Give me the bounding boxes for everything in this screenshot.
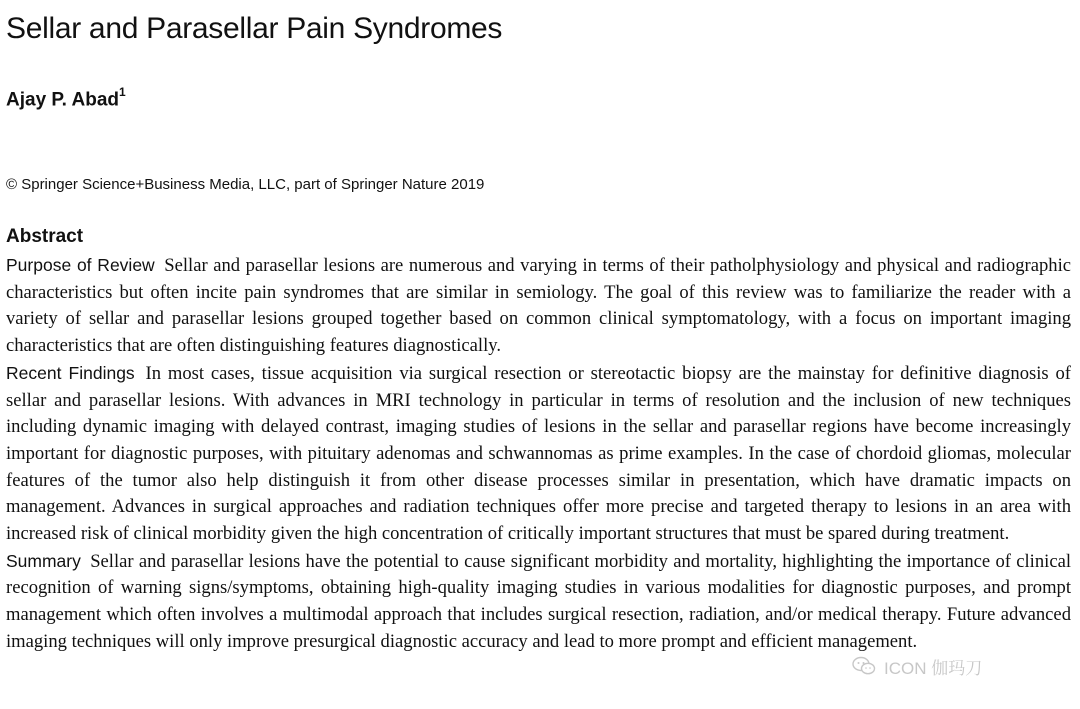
section-text-findings: In most cases, tissue acquisition via surgical resection or stereotactic biopsy are the mainstay for definitive diagnosis of sellar and parasellar lesions. With advances in MRI technology in particular in terms of resolution and the inclusion of new techniques including dynamic imaging with delayed contrast, imaging studies of lesions in the sellar and parasellar regions have become increasingly important for diagnostic purposes, with pituitary adenomas and schwannomas as prime examples. In the case of chordoid gliomas, molecular features of the tumor also help distinguish it from other disease processes similar in presentation, which have dramatic impacts on management. Advances in surgical approaches and radiation techniques offer more precise and targeted therapy to lesions in an area with increased risk of clinical morbidity given the high concentration of critically important structures that must be spared during treatment. [6, 362, 1071, 545]
abstract-heading: Abstract [6, 226, 84, 247]
paper-title: Sellar and Parasellar Pain Syndromes [6, 12, 503, 45]
author-name: Ajay P. Abad [6, 89, 119, 111]
section-label-findings: Recent Findings [6, 362, 135, 383]
wechat-icon [852, 656, 876, 676]
section-label-purpose: Purpose of Review [6, 255, 155, 275]
affiliation-marker: 1 [119, 85, 126, 99]
section-text-purpose: Sellar and parasellar lesions are numerous and varying in terms of their patholphysiology and physical and radiographic characteristics but often incite pain syndromes that are similar in semiology. The goal of this review was to familiarize the reader with a variety of sellar and parasellar lesions grouped together based on common clinical symptomatology, with a focus on important imaging characteristics that are often distinguishing features diagnostically. [6, 255, 1071, 357]
author-line [6, 87, 126, 111]
abstract-section-summary [6, 548, 1071, 656]
abstract-section-purpose [6, 252, 1071, 360]
section-text-summary: Sellar and parasellar lesions have the potential to cause significant morbidity and mortality, highlighting the importance of clinical recognition of warning signs/symptoms, obtaining high-quality imaging studies in various modalities for diagnostic purposes, and prompt management which often involves a multimodal approach that includes surgical resection, radiation, and/or medical therapy. Future advanced imaging techniques will only improve presurgical diagnostic accuracy and lead to more prompt and efficient management. [6, 550, 1071, 652]
copyright-notice: © Springer Science+Business Media, LLC, part of Springer Nature 2019 [6, 176, 485, 193]
section-label-summary: Summary [6, 550, 81, 571]
watermark-text: ICON 伽玛刀 [884, 658, 983, 678]
abstract-body [6, 252, 1071, 656]
abstract-section-findings [6, 360, 1071, 548]
